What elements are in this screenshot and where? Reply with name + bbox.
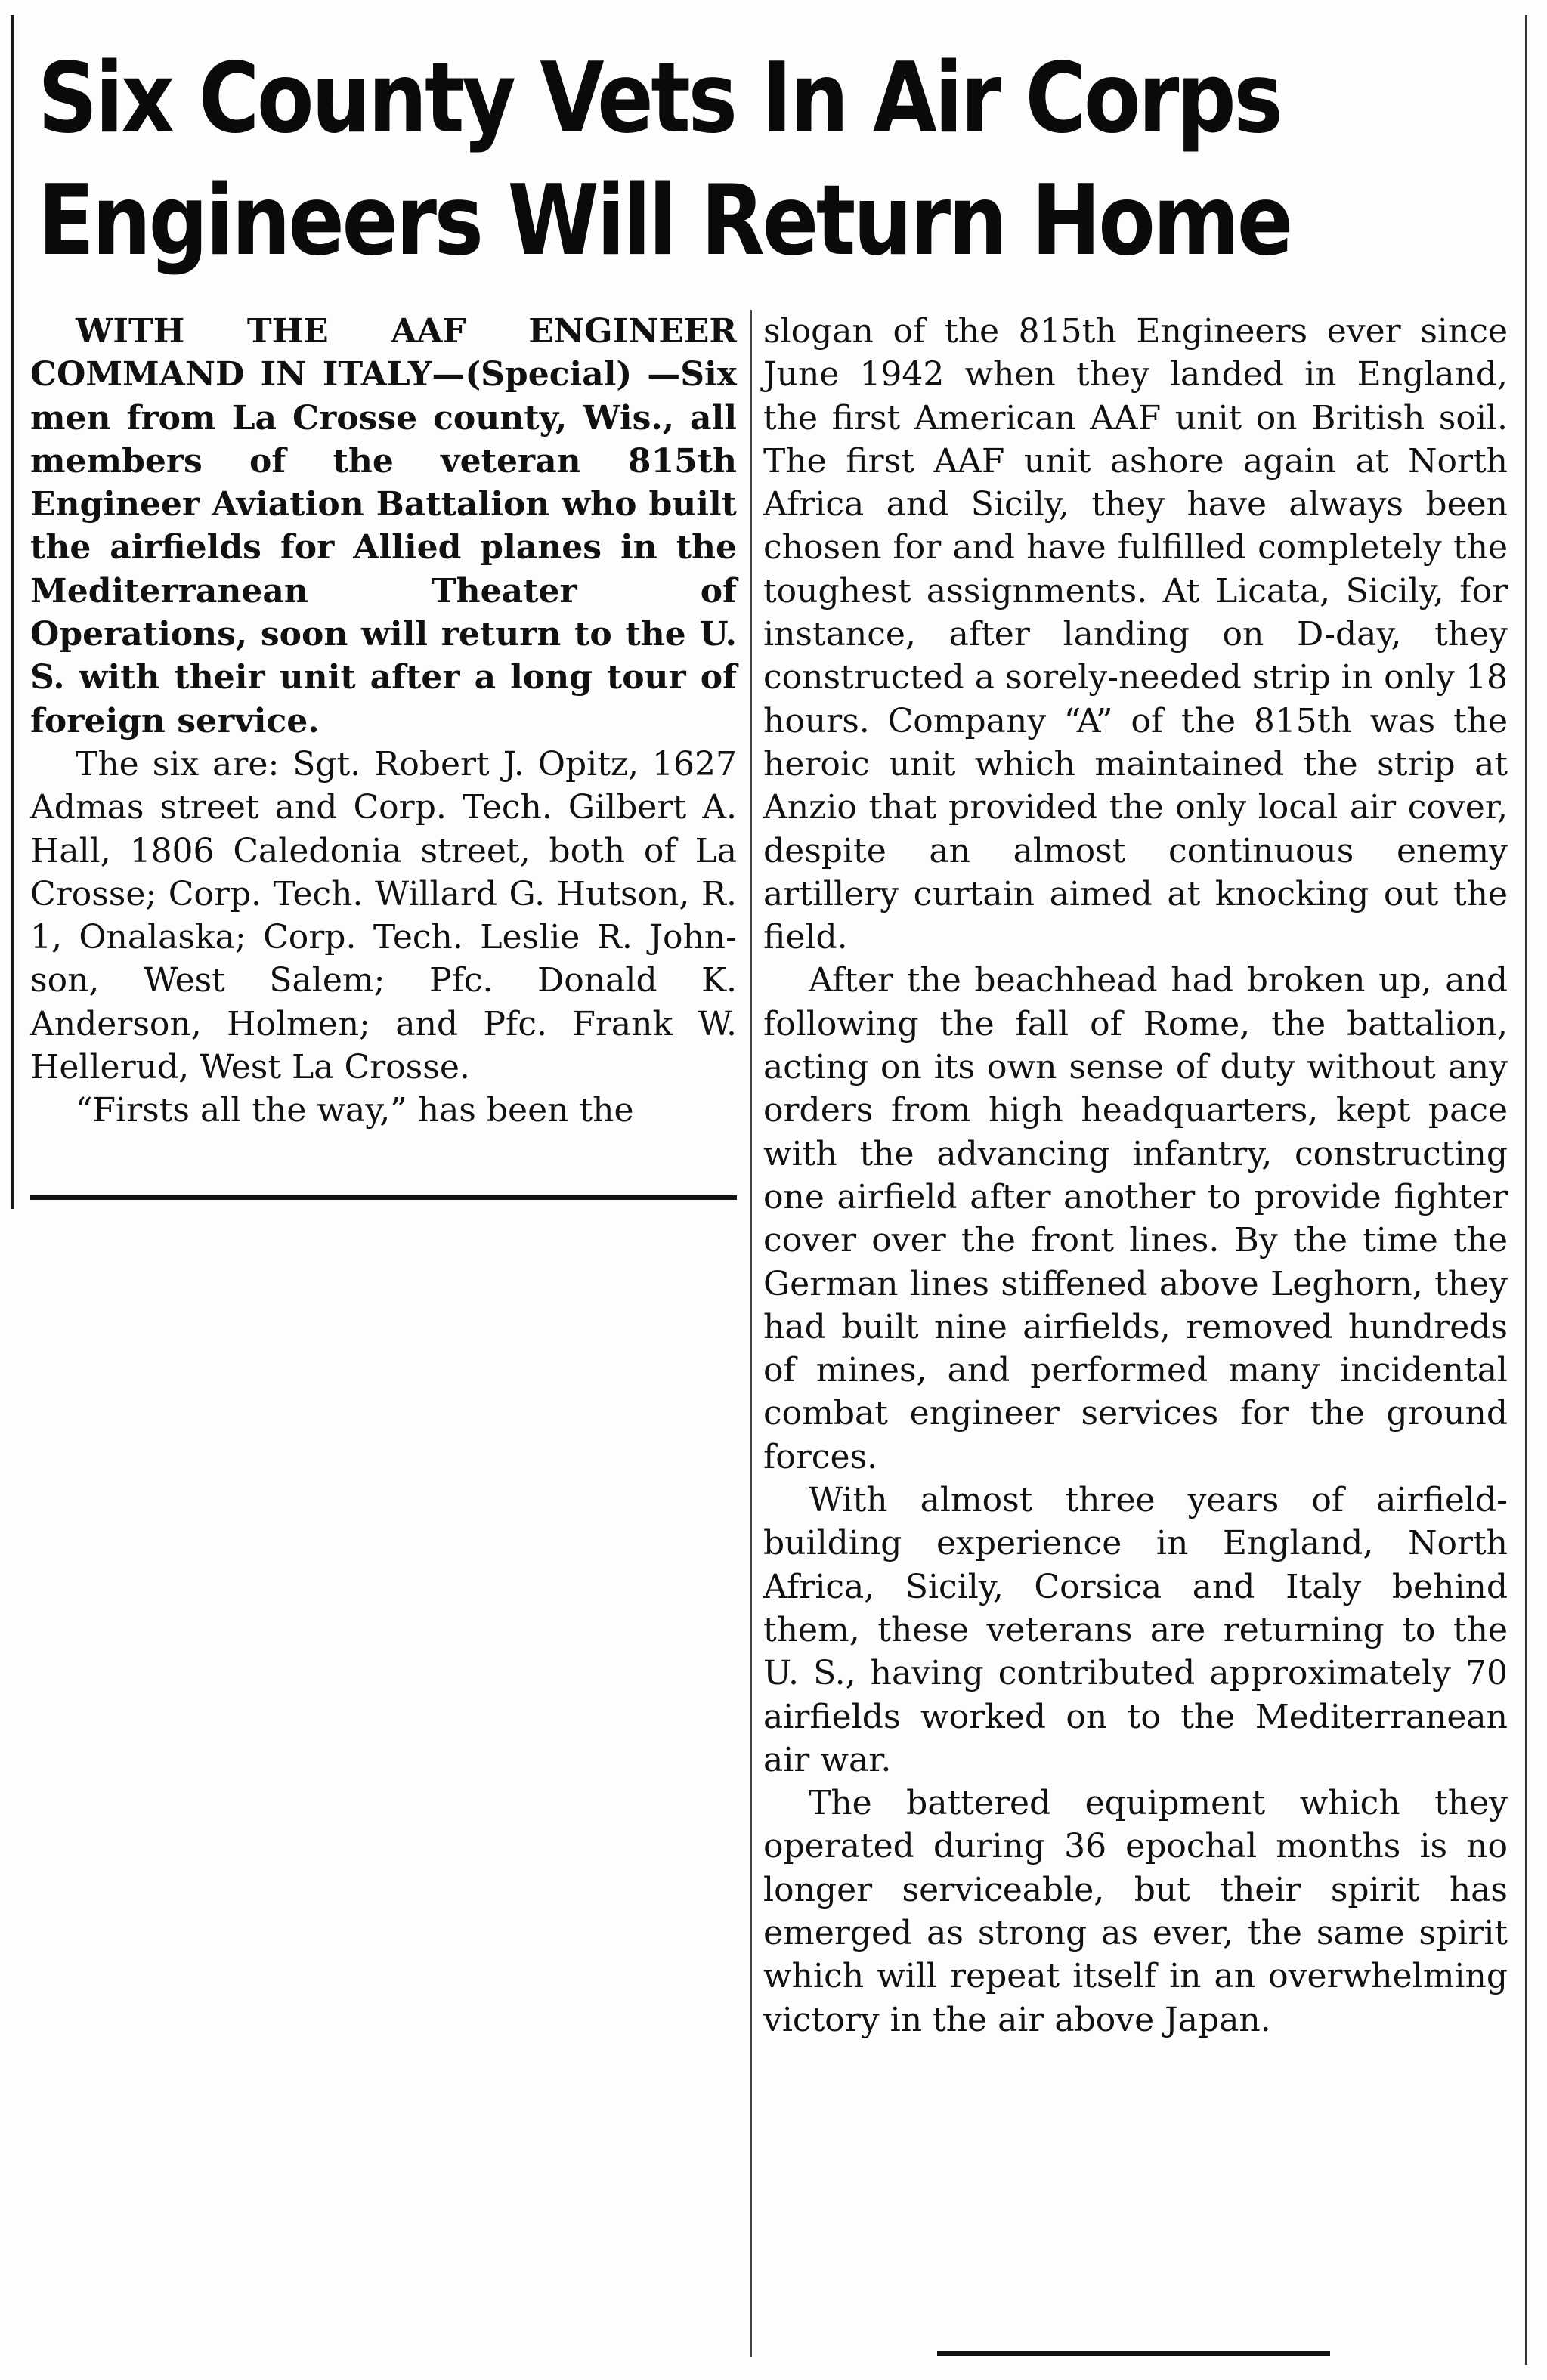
article-column-left xyxy=(30,310,737,1133)
paragraph-1-body: —Six men from La Crosse county, Wis., all members of the veteran 815th Engineer Aviation Battalion who built the airfields for Allied planes in the Mediterranean Theater of Operations, soon will return to the U. S. with their unit after a long tour of foreign service. xyxy=(30,355,737,740)
dateline: WITH THE AAF ENGINEER COMMAND IN ITALY—(Special) xyxy=(30,312,737,394)
article-paragraph-1 xyxy=(30,310,737,743)
article-paragraph-3-continued: slogan of the 815th Engineers ever since June 1942 when they landed in England, the first American AAF unit on British soil. The first AAF unit ashore again at North Africa and Sicily, they have always been chosen for and have fulfilled completely the toughest assignments. At Licata, Sicily, for instance, after landing on D-day, they constructed a sorely-needed strip in only 18 hours. Company “A” of the 815th was the heroic unit which maintained the strip at Anzio that provided the only local air cover, despite an almost continuous enemy artillery curtain aimed at knocking out the field. xyxy=(763,312,1508,957)
article-end-rule xyxy=(937,2351,1330,2356)
column-divider xyxy=(750,310,752,2357)
right-border-rule xyxy=(1525,15,1527,2365)
article-paragraph-4: After the beachhead had broken up, and following the fall of Rome, the battalion, acting on its own sense of duty without any orders from high headquarters, kept pace with the advancing infantry, constructing one airfield after another to provide fighter cover over the front lines. By the time the German lines stiffened above Leghorn, they had built nine airfields, removed hundreds of mines, and performed many incidental combat engineer services for the ground forces. xyxy=(763,961,1508,1476)
headline-line-2: Engineers Will Return Home xyxy=(38,165,1291,277)
article-paragraph-2: The six are: Sgt. Robert J. Opitz, 1627 Admas street and Corp. Tech. Gilbert A. Hall, 1806 Caledonia street, both of La Crosse; Corp. Tech. Willard G. Hutson, R. 1, Onalaska; Corp. Tech. Leslie R. Johnson, West Salem; Pfc. Donald K. Anderson, Holmen; and Pfc. Frank W. Hellerud, West La Crosse. xyxy=(30,744,737,1087)
article-paragraph-5: With almost three years of airfield-building experience in England, North Africa, Sicily, Corsica and Italy behind them, these veterans are returning to the U. S., having contributed approximately 70 airfields worked on to the Mediterranean air war. xyxy=(763,1481,1508,1779)
left-border-rule xyxy=(11,15,14,1209)
article-paragraph-3-start: “Firsts all the way,” has been the xyxy=(76,1091,634,1130)
article-column-right xyxy=(763,310,1508,2042)
article-paragraph-6: The battered equipment which they operated during 36 epochal months is no longer serviceable, but their spirit has emerged as strong as ever, the same spirit which will repeat itself in an overwhelming victory in the air above Japan. xyxy=(763,1784,1508,2039)
column-end-rule-left xyxy=(30,1195,737,1200)
headline xyxy=(38,38,1291,283)
headline-line-1: Six County Vets In Air Corps xyxy=(38,42,1281,155)
